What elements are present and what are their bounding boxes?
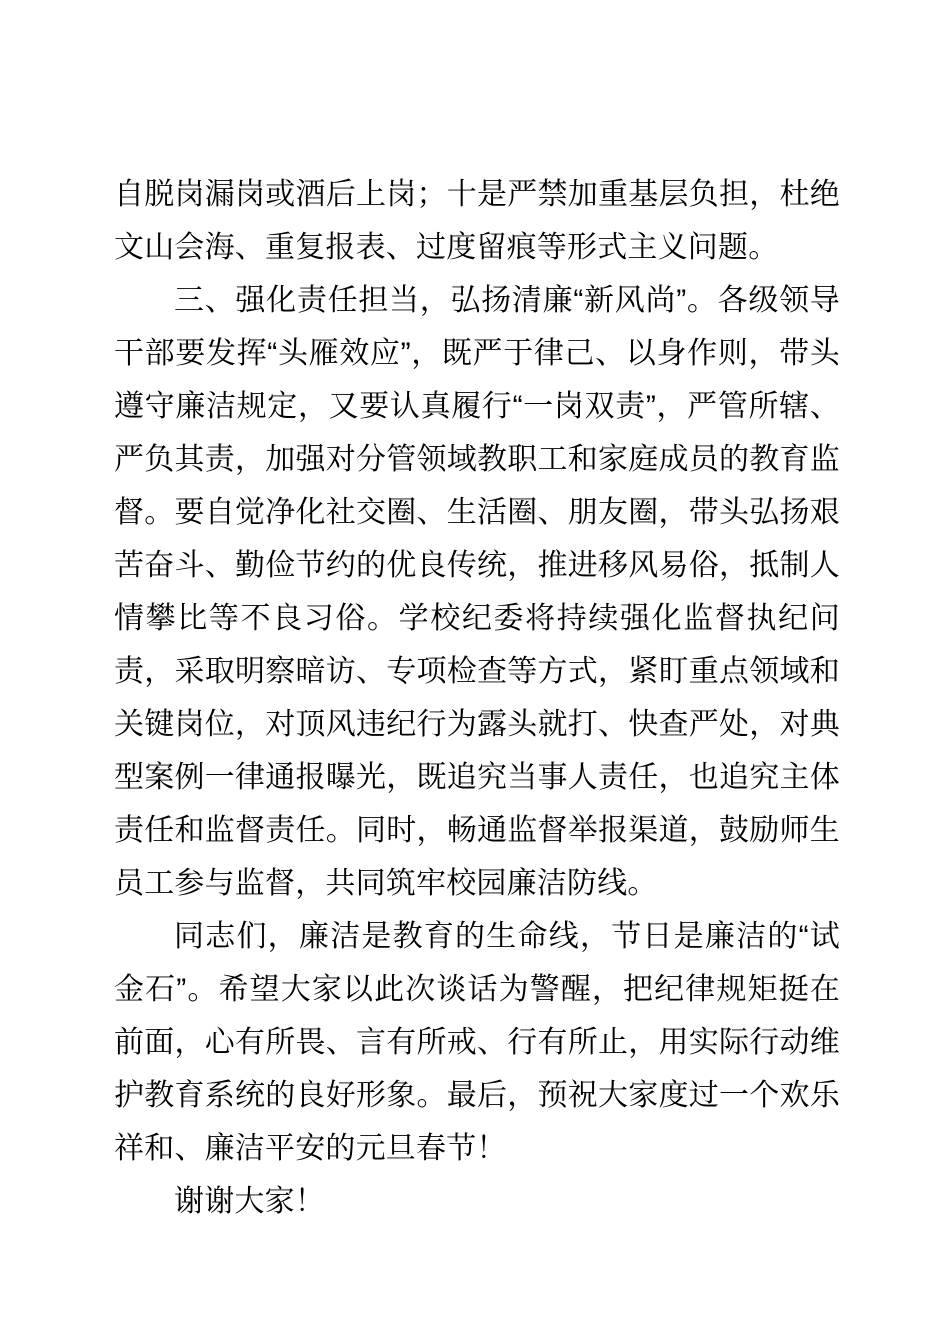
document-text-body [114,168,840,1228]
paragraph-closing: 同志们，廉洁是教育的生命线，节日是廉洁的“试金石”。希望大家以此次谈话为警醒，把纪律规矩挺在前面，心有所畏、言有所戒、行有所止，用实际行动维护教育系统的良好形象。最后，预祝大家度过一个欢乐祥和、廉洁平安的元旦春节！ [114,920,840,1165]
paragraph-thanks: 谢谢大家！ [174,1185,325,1218]
paragraph-section-three: 三、强化责任担当，弘扬清廉“新风尚”。各级领导干部要发挥“头雁效应”，既严于律己、以身作则，带头遵守廉洁规定，又要认真履行“一岗双责”，严管所辖、严负其责，加强对分管领域教职工和家庭成员的教育监督。要自觉净化社交圈、生活圈、朋友圈，带头弘扬艰苦奋斗、勤俭节约的优良传统，推进移风易俗，抵制人情攀比等不良习俗。学校纪委将持续强化监督执纪问责，采取明察暗访、专项检查等方式，紧盯重点领域和关键岗位，对顶风违纪行为露头就打、快查严处，对典型案例一律通报曝光，既追究当事人责任，也追究主体责任和监督责任。同时，畅通监督举报渠道，鼓励师生员工参与监督，共同筑牢校园廉洁防线。 [114,284,840,900]
paragraph-continued-item-ten: 自脱岗漏岗或酒后上岗；十是严禁加重基层负担，杜绝文山会海、重复报表、过度留痕等形式主义问题。 [114,178,840,264]
